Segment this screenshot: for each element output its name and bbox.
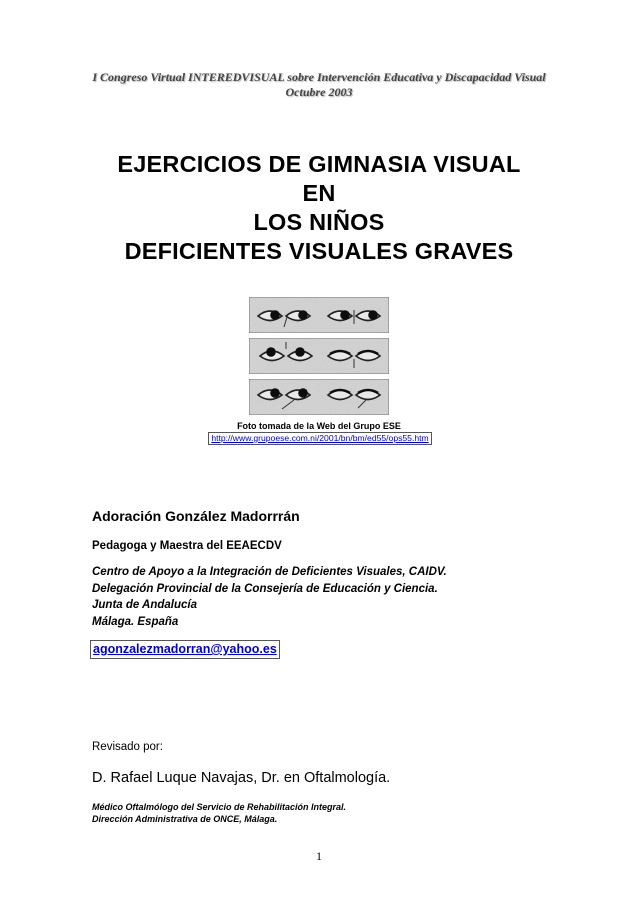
- author-affiliation: [92, 564, 447, 630]
- eye-panel-middle: [249, 338, 389, 374]
- author-name: Adoración González Madorrrán: [92, 508, 300, 524]
- eye-exercises-illustration: [248, 296, 390, 416]
- eye-panel-top: [249, 297, 389, 333]
- author-role: Pedagoga y Maestra del EEAECDV: [92, 540, 282, 552]
- institution-line-2: Dirección Administrativa de ONCE, Málaga.: [92, 814, 278, 824]
- page-number: 1: [316, 849, 322, 863]
- title-line-2: EN: [302, 180, 336, 206]
- affiliation-line-3: Junta de Andalucía: [92, 599, 198, 611]
- institution-line-1: Médico Oftalmólogo del Servicio de Rehabilitación Integral.: [92, 802, 347, 812]
- source-url-link[interactable]: http://www.grupoese.com.ni/2001/bn/bm/ed55/ops55.htm: [208, 432, 432, 445]
- title-line-4: DEFICIENTES VISUALES GRAVES: [124, 238, 514, 264]
- document-title: [40, 150, 598, 266]
- conference-header: [60, 70, 578, 100]
- reviewer-institution: [92, 801, 346, 825]
- title-line-3: LOS NIÑOS: [253, 209, 385, 235]
- conference-line-2: Octubre 2003: [285, 85, 353, 99]
- revised-by-label: Revisado por:: [92, 741, 163, 753]
- photo-caption: Foto tomada de la Web del Grupo ESE: [237, 421, 401, 431]
- reviewer-name: D. Rafael Luque Navajas, Dr. en Oftalmología.: [92, 770, 391, 786]
- affiliation-line-4: Málaga. España: [92, 615, 179, 628]
- eye-panel-bottom: [249, 379, 389, 415]
- eye-exercises-photo: [248, 296, 390, 416]
- author-email-link[interactable]: agonzalezmadorran@yahoo.es: [90, 640, 280, 659]
- conference-line-1: I Congreso Virtual INTEREDVISUAL sobre Intervención Educativa y Discapacidad Visual: [92, 70, 546, 84]
- affiliation-line-1: Centro de Apoyo a la Integración de Deficientes Visuales, CAIDV.: [92, 566, 447, 578]
- affiliation-line-2: Delegación Provincial de la Consejería de Educación y Ciencia.: [92, 582, 438, 595]
- title-line-1: EJERCICIOS DE GIMNASIA VISUAL: [117, 151, 521, 177]
